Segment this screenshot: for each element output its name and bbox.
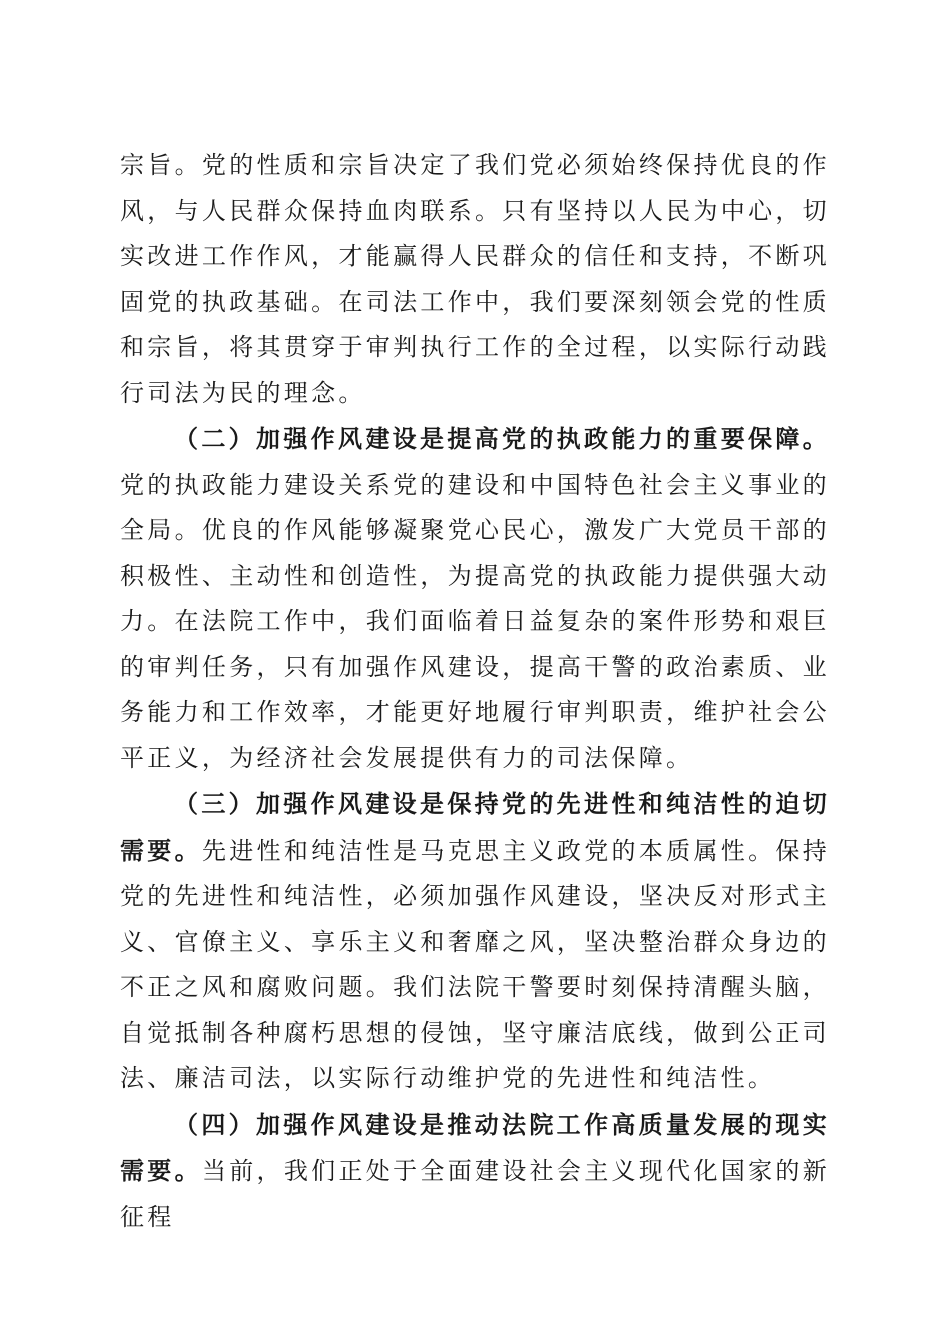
section-2-body: 党的执政能力建设关系党的建设和中国特色社会主义事业的全局。优良的作风能够凝聚党心民心，激发广大党员干部的积极性、主动性和创造性，为提高党的执政能力提供强大动力。在法院工作中，我们面临着日益复杂的案件形势和艰巨的审判任务，只有加强作风建设，提高干警的政治素质、业务能力和工作效率，才能更好地履行审判职责，维护社会公平正义，为经济社会发展提供有力的司法保障。 <box>120 470 830 772</box>
paragraph-section-4 <box>120 1102 830 1241</box>
paragraph-1-body: 宗旨。党的性质和宗旨决定了我们党必须始终保持优良的作风，与人民群众保持血肉联系。只有坚持以人民为中心，切实改进工作作风，才能赢得人民群众的信任和支持，不断巩固党的执政基础。在司法工作中，我们要深刻领会党的性质和宗旨，将其贯穿于审判执行工作的全过程，以实际行动践行司法为民的理念。 <box>120 151 830 407</box>
paragraph-section-3 <box>120 781 830 1102</box>
section-3-body: 先进性和纯洁性是马克思主义政党的本质属性。保持党的先进性和纯洁性，必须加强作风建设，坚决反对形式主义、官僚主义、享乐主义和奢靡之风，坚决整治群众身边的不正之风和腐败问题。我们法院干警要时刻保持清醒头脑，自觉抵制各种腐朽思想的侵蚀，坚守廉洁底线，做到公正司法、廉洁司法，以实际行动维护党的先进性和纯洁性。 <box>120 836 831 1092</box>
paragraph-purpose <box>120 143 830 416</box>
section-3-heading: （三）加强作风建设是保持党的先进性和纯洁性的迫切需要。 <box>120 789 830 865</box>
section-4-body: 当前，我们正处于全面建设社会主义现代化国家的新征程 <box>120 1157 831 1231</box>
document-body <box>120 143 830 1240</box>
paragraph-section-2 <box>120 416 830 781</box>
section-2-heading: （二）加强作风建设是提高党的执政能力的重要保障。 <box>174 424 830 453</box>
section-4-heading: （四）加强作风建设是推动法院工作高质量发展的现实需要。 <box>120 1109 830 1185</box>
